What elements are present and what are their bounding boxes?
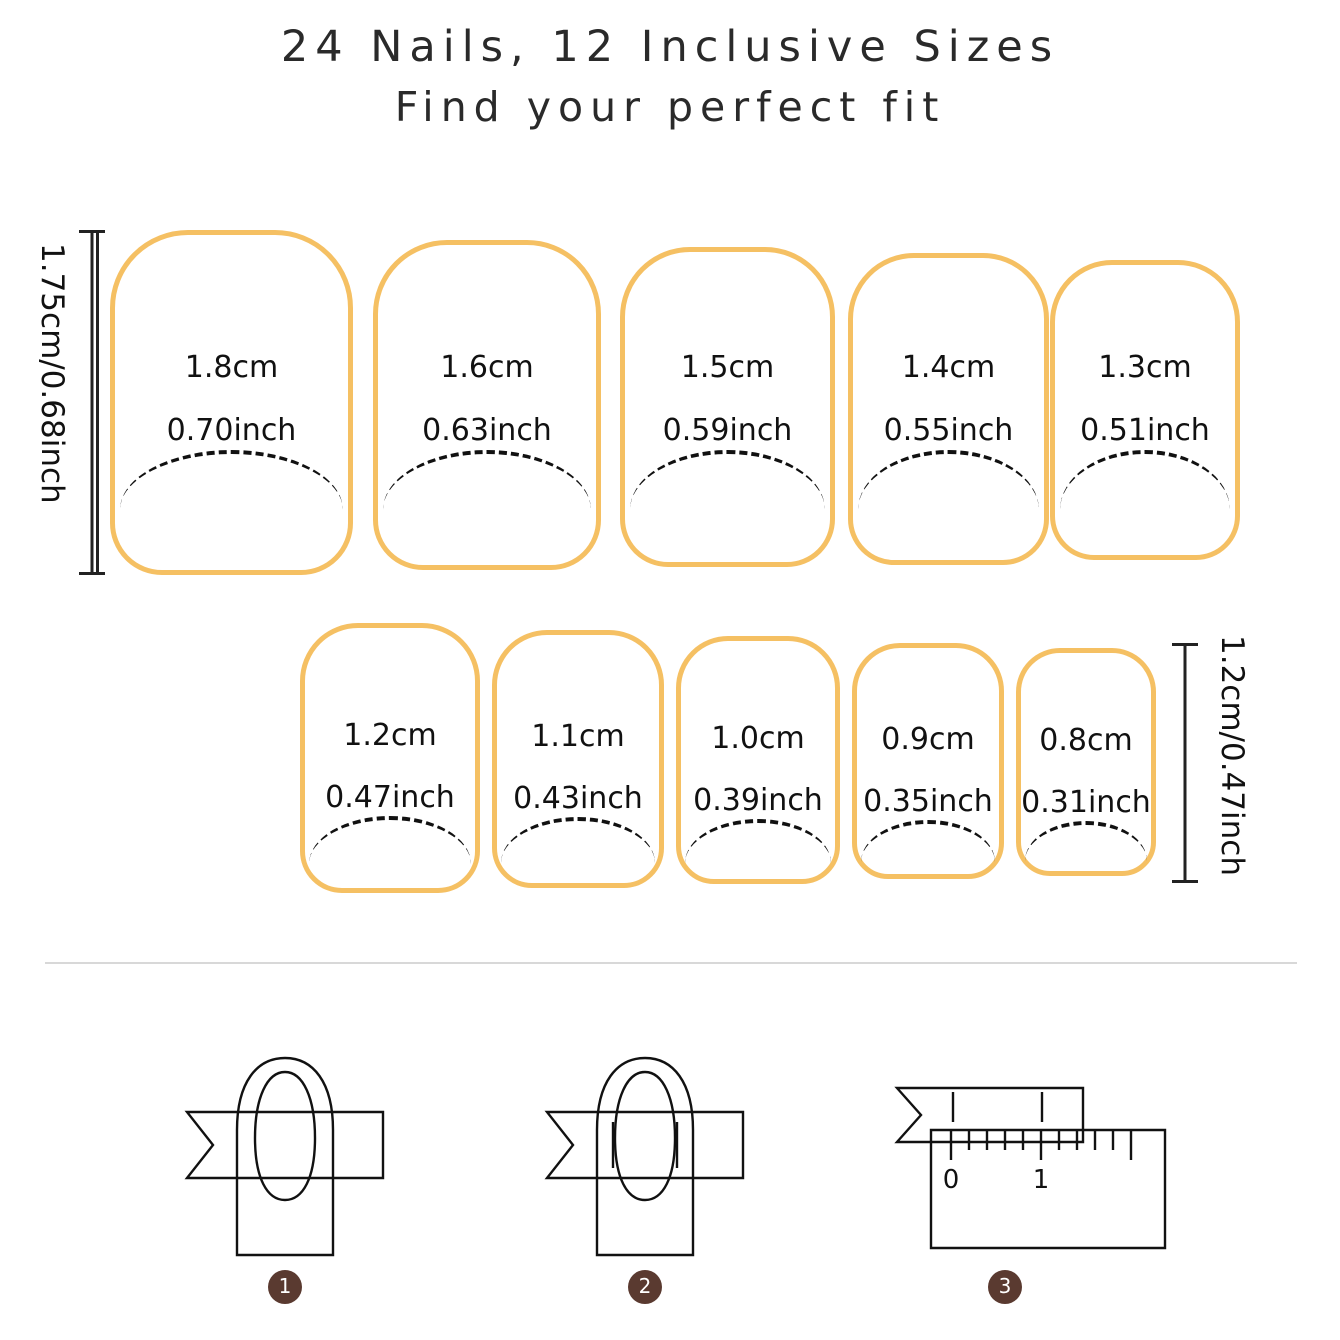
bar-line	[91, 230, 94, 575]
bar-line	[1184, 643, 1187, 883]
nail-label-inch: 0.59inch	[662, 413, 793, 448]
nail-label-inch: 0.47inch	[325, 780, 455, 815]
nail-row2-1	[300, 623, 480, 893]
nail-label-inch: 0.31inch	[1021, 785, 1151, 820]
ruler-tick-label-0: 0	[942, 1165, 960, 1195]
step-2	[475, 1010, 815, 1310]
nail-label-inch: 0.43inch	[513, 781, 643, 816]
cuticle-line	[1025, 821, 1147, 861]
nail-label-cm: 1.4cm	[901, 350, 996, 385]
nail-label-inch: 0.63inch	[422, 413, 552, 448]
ruler-tick-label-1: 1	[1032, 1165, 1050, 1195]
step-1-number	[115, 1269, 455, 1304]
nail-row1-3	[620, 247, 835, 567]
header-title-line-1: 24 Nails, 12 Inclusive Sizes	[280, 22, 1060, 72]
how-to-measure-steps	[0, 1010, 1340, 1330]
nail-label-cm: 1.3cm	[1098, 350, 1192, 385]
nail-row1-2	[373, 240, 601, 570]
nail-label-inch: 0.39inch	[693, 783, 823, 818]
row1-height-label: 1.75cm/0.68inch	[34, 243, 70, 504]
nail-row1-1	[110, 230, 353, 575]
nail-row2-3	[676, 636, 840, 884]
row2-height-label: 1.2cm/0.47inch	[1214, 635, 1250, 876]
header-title-line-2: Find your perfect fit	[394, 83, 946, 131]
nail-label-inch: 0.51inch	[1080, 413, 1210, 448]
nail-label-cm: 1.0cm	[711, 721, 805, 756]
nail-size-diagram	[0, 195, 1340, 935]
cuticle-line	[630, 450, 825, 510]
header	[0, 0, 1340, 132]
row1-height-bar	[82, 230, 102, 575]
step-1-illustration	[115, 1010, 455, 1270]
nail-label-inch: 0.55inch	[883, 413, 1014, 448]
nail-label-cm: 1.1cm	[531, 719, 625, 754]
cuticle-line	[685, 819, 831, 863]
step-2-badge: 2	[628, 1270, 662, 1304]
nail-label-cm: 1.2cm	[343, 718, 437, 753]
step-2-number	[475, 1269, 815, 1304]
step-1	[115, 1010, 455, 1310]
nail-row1-5	[1050, 260, 1240, 560]
cuticle-line	[383, 450, 591, 510]
section-divider	[45, 962, 1297, 964]
cuticle-line	[120, 450, 343, 510]
step-3-badge: 3	[988, 1270, 1022, 1304]
nail-row2-4	[852, 643, 1004, 879]
nail-label-cm: 0.8cm	[1039, 723, 1133, 758]
nail-label-cm: 1.8cm	[184, 350, 279, 385]
nail-label-inch: 0.70inch	[166, 413, 297, 448]
step-3-number	[835, 1269, 1175, 1304]
row2-height-bar	[1175, 643, 1195, 883]
nail-label-cm: 0.9cm	[881, 722, 975, 757]
bar-line-secondary	[96, 230, 99, 575]
nail-label-cm: 1.5cm	[680, 350, 775, 385]
nail-row2-2	[492, 630, 664, 888]
step-1-badge: 1	[268, 1270, 302, 1304]
cuticle-line	[309, 816, 471, 864]
cuticle-line	[1060, 450, 1230, 510]
step-3-illustration	[835, 1010, 1175, 1270]
cuticle-line	[861, 820, 995, 862]
nail-label-cm: 1.6cm	[440, 350, 534, 385]
cuticle-line	[501, 817, 655, 863]
nail-row1-4	[848, 253, 1049, 565]
step-3	[835, 1010, 1175, 1310]
step-2-illustration	[475, 1010, 815, 1270]
nail-row2-5	[1016, 648, 1156, 876]
cuticle-line	[858, 450, 1039, 510]
nail-label-inch: 0.35inch	[863, 784, 993, 819]
